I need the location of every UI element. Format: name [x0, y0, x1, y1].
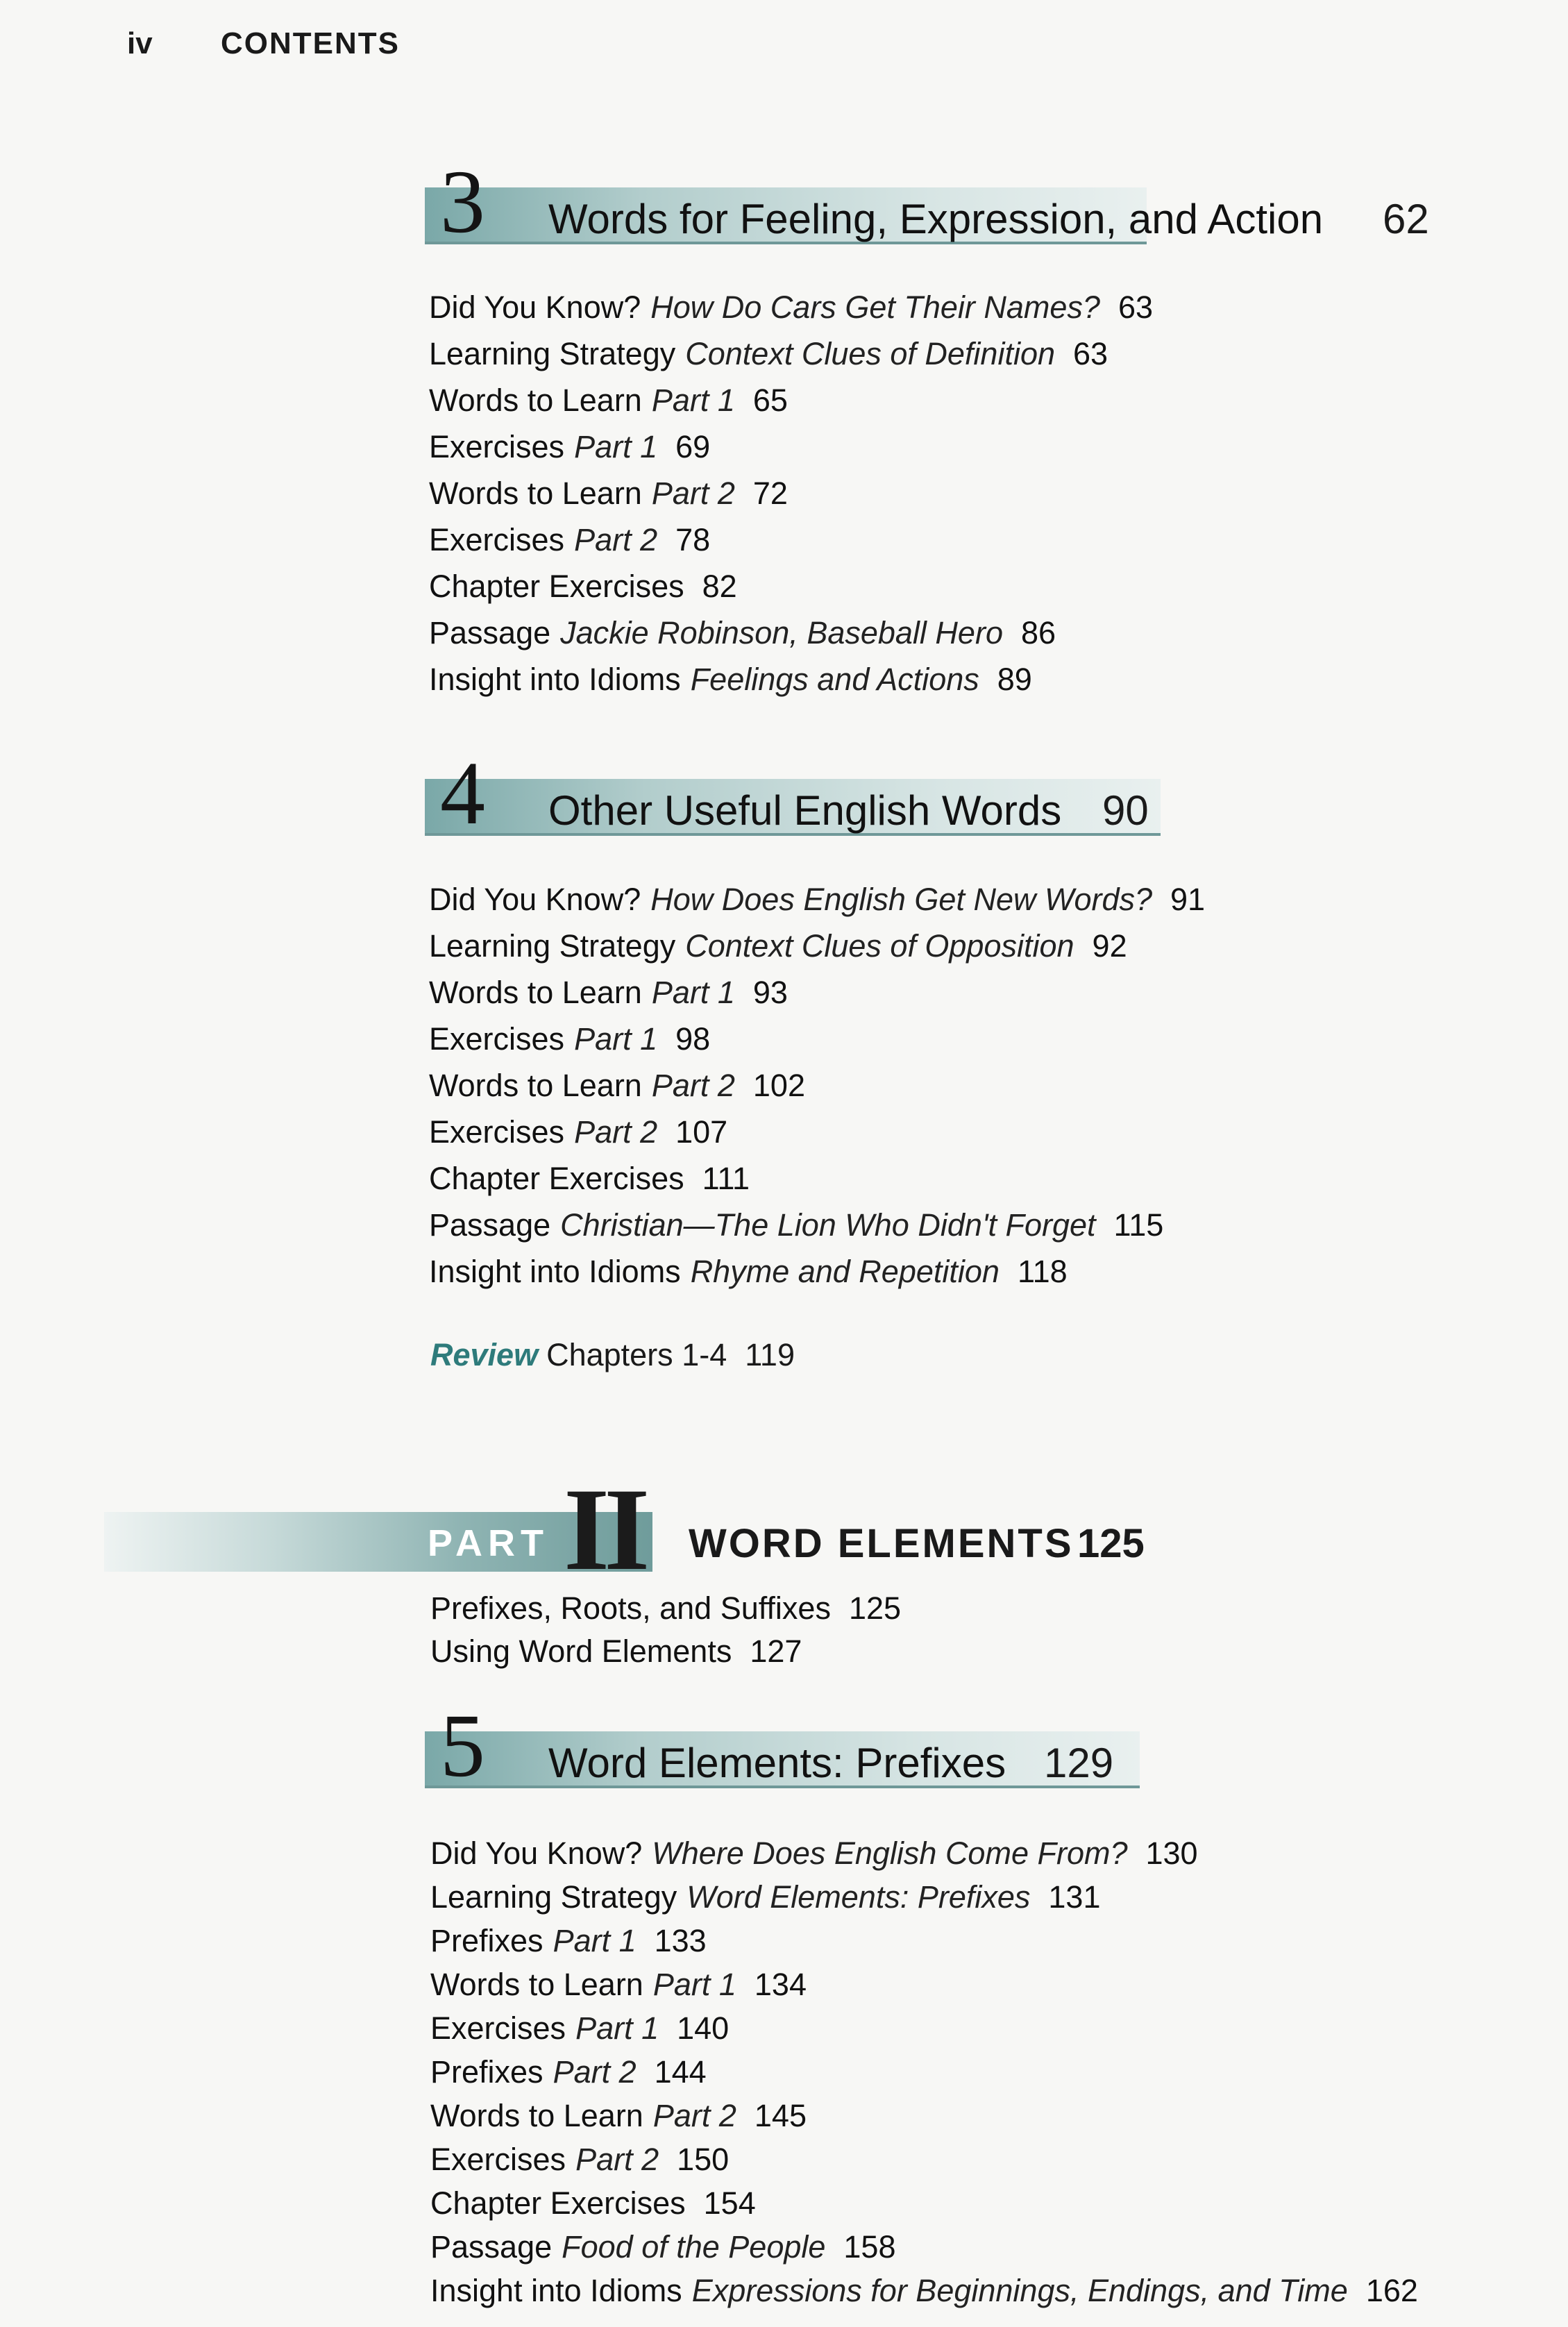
toc-entry[interactable]: Words to Learn Part 2 72: [429, 476, 788, 511]
toc-entry[interactable]: Learning Strategy Context Clues of Definition 63: [429, 336, 1108, 371]
chapter-title: Words for Feeling, Expression, and Action: [548, 196, 1324, 242]
toc-entry[interactable]: Exercises Part 2 78: [429, 522, 711, 557]
toc-entry[interactable]: Did You Know? How Does English Get New Words? 91: [429, 882, 1206, 917]
part-page: 125: [1077, 1521, 1145, 1566]
chapter-page: 90: [1102, 787, 1149, 834]
toc-entry[interactable]: Exercises Part 2 107: [429, 1114, 728, 1150]
part-word: PART: [428, 1522, 549, 1564]
chapter-5-entries: [430, 1831, 1418, 2312]
toc-entry[interactable]: Did You Know? Where Does English Come From? 130: [430, 1835, 1198, 1871]
review-label: Review: [430, 1337, 539, 1372]
toc-entry[interactable]: Prefixes Part 1 133: [430, 1923, 707, 1958]
toc-entry[interactable]: Learning Strategy Context Clues of Opposition 92: [429, 928, 1127, 964]
chapter-number: 5: [440, 1696, 485, 1796]
chapter-3-entries: [429, 284, 1153, 703]
toc-entry[interactable]: Words to Learn Part 2 145: [430, 2098, 807, 2133]
part-title: WORD ELEMENTS: [689, 1521, 1074, 1566]
toc-entry[interactable]: Exercises Part 1 140: [430, 2010, 730, 2046]
toc-entry[interactable]: Words to Learn Part 1 134: [430, 1967, 807, 2002]
toc-entry[interactable]: Insight into Idioms Feelings and Actions 89: [429, 662, 1032, 697]
toc-entry[interactable]: Prefixes Part 2 144: [430, 2054, 707, 2090]
toc-entry[interactable]: Passage Christian—The Lion Who Didn't Forget 115: [429, 1207, 1164, 1243]
toc-entry[interactable]: Did You Know? How Do Cars Get Their Names? 63: [429, 289, 1154, 325]
toc-entry[interactable]: Insight into Idioms Rhyme and Repetition 118: [429, 1254, 1068, 1289]
toc-entry[interactable]: Using Word Elements 127: [430, 1633, 802, 1669]
toc-entry[interactable]: Exercises Part 2 150: [430, 2142, 730, 2177]
toc-entry[interactable]: Passage Food of the People 158: [430, 2229, 896, 2265]
chapter-title: Word Elements: Prefixes: [548, 1740, 1006, 1786]
toc-entry[interactable]: Learning Strategy Word Elements: Prefixes 131: [430, 1879, 1101, 1915]
chapter-page: 62: [1383, 196, 1429, 242]
chapter-4-entries: [429, 876, 1205, 1295]
part-numeral: II: [564, 1464, 645, 1595]
chapter-number: 3: [440, 152, 485, 252]
toc-entry[interactable]: Insight into Idioms Expressions for Beginnings, Endings, and Time 162: [430, 2273, 1418, 2308]
review-page: 119: [745, 1337, 795, 1372]
toc-entry[interactable]: Exercises Part 1 98: [429, 1021, 711, 1057]
chapter-number: 4: [440, 744, 485, 843]
chapter-title: Other Useful English Words: [548, 787, 1062, 834]
review-entry[interactable]: [430, 1331, 795, 1378]
page-number: iv: [127, 26, 153, 60]
toc-entry[interactable]: Exercises Part 1 69: [429, 429, 711, 464]
part-2-entries: [430, 1587, 901, 1673]
toc-entry[interactable]: Chapter Exercises 154: [430, 2185, 756, 2221]
toc-entry[interactable]: Words to Learn Part 1 65: [429, 383, 788, 418]
toc-entry[interactable]: Chapter Exercises 82: [429, 569, 737, 604]
toc-entry[interactable]: Words to Learn Part 2 102: [429, 1068, 805, 1103]
toc-entry[interactable]: Chapter Exercises 111: [429, 1161, 750, 1196]
toc-entry[interactable]: Prefixes, Roots, and Suffixes 125: [430, 1590, 902, 1626]
review-text: Chapters 1-4: [546, 1337, 727, 1372]
toc-entry[interactable]: Words to Learn Part 1 93: [429, 975, 788, 1010]
running-head: CONTENTS: [221, 26, 400, 60]
toc-entry[interactable]: Passage Jackie Robinson, Baseball Hero 86: [429, 615, 1056, 650]
chapter-page: 129: [1044, 1740, 1114, 1786]
